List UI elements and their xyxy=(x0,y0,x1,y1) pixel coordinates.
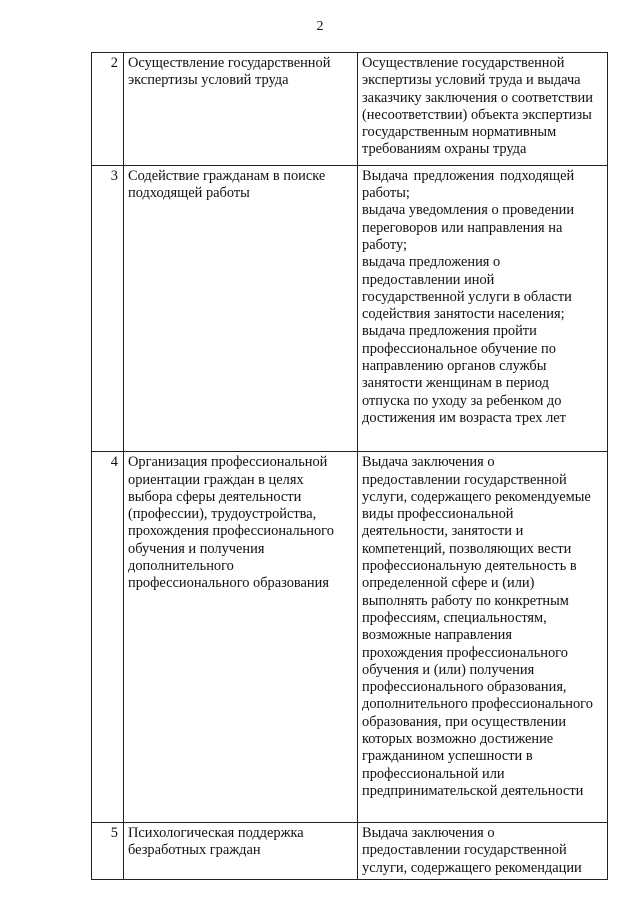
text-line: компетенций, позволяющих вести xyxy=(362,540,572,557)
text-line: профессионального образования xyxy=(128,575,329,592)
text-line: направлению органов службы xyxy=(362,358,547,375)
text-line: прохождения профессионального xyxy=(362,644,568,661)
text-line: (несоответствии) объекта экспертизы xyxy=(362,106,592,123)
service-result-cell xyxy=(358,823,608,880)
text-line: выполнять работу по конкретным xyxy=(362,592,569,609)
text-line: безработных граждан xyxy=(128,842,261,859)
text-line: профессионального образования, xyxy=(362,679,567,696)
text-line: экспертизы условий труда и выдача xyxy=(362,72,581,89)
table-row xyxy=(92,53,608,166)
table-row xyxy=(92,823,608,880)
text-line: отпуска по уходу за ребенком до xyxy=(362,392,562,409)
text-line: дополнительного xyxy=(128,558,234,575)
page-number: 2 xyxy=(316,19,324,34)
text-line: Осуществление государственной xyxy=(362,55,565,71)
text-line: заказчику заключения о соответствии xyxy=(362,89,593,106)
text-line: Выдача предложения подходящей xyxy=(362,167,575,184)
row-number: 5 xyxy=(92,823,124,880)
text-line: определенной сфере и (или) xyxy=(362,575,535,592)
text-line: содействия занятости населения; xyxy=(362,306,565,323)
text-line: Психологическая поддержка xyxy=(128,825,304,842)
text-line: государственным нормативным xyxy=(362,124,557,141)
text-line: профессиональной или xyxy=(362,765,505,782)
text-line: возможные направления xyxy=(362,627,512,644)
text-line: Содействие гражданам в поиске xyxy=(128,167,326,184)
text-line: выдача уведомления о проведении xyxy=(362,202,575,219)
text-line: виды профессиональной xyxy=(362,506,514,523)
text-line: подходящей работы xyxy=(128,185,250,202)
service-name-cell xyxy=(124,165,358,451)
service-result-cell xyxy=(358,165,608,451)
text-line: прохождения профессионального xyxy=(128,523,334,540)
text-line: деятельности, занятости и xyxy=(362,523,524,540)
text-line: гражданином успешности в xyxy=(362,748,533,765)
text-line: профессиональное обучение по xyxy=(362,340,556,357)
text-line: государственной услуги в области xyxy=(362,288,572,305)
text-line: Выдача заключения о xyxy=(362,825,495,842)
row-number: 3 xyxy=(92,165,124,451)
text-line: достижения им возраста трех лет xyxy=(362,409,566,426)
service-name-cell xyxy=(124,823,358,880)
row-number: 2 xyxy=(92,53,124,166)
text-line: работы; xyxy=(362,185,410,202)
service-name-cell xyxy=(124,53,358,166)
text-line: экспертизы условий труда xyxy=(128,72,289,89)
text-line: обучения и получения xyxy=(128,540,265,557)
text-line: выдача предложения о xyxy=(362,254,501,271)
text-line: предпринимательской деятельности xyxy=(362,782,584,799)
text-line: ориентации граждан в целях xyxy=(128,471,304,488)
service-name-cell xyxy=(124,452,358,823)
service-result-cell xyxy=(358,452,608,823)
text-line: предоставлении иной xyxy=(362,271,495,288)
text-line: профессиональную деятельность в xyxy=(362,558,577,575)
text-line: обучения и (или) получения xyxy=(362,661,535,678)
text-line: переговоров или направления на xyxy=(362,219,563,236)
text-line: профессиям, специальностям, xyxy=(362,609,547,626)
text-line: Организация профессиональной xyxy=(128,454,328,471)
text-line: Осуществление государственной xyxy=(128,55,331,71)
text-line: занятости женщинам в период xyxy=(362,375,549,392)
row-number: 4 xyxy=(92,452,124,823)
table-row xyxy=(92,165,608,451)
text-line: Выдача заключения о xyxy=(362,454,495,471)
text-line: образования, при осуществлении xyxy=(362,713,567,730)
services-table xyxy=(91,52,608,880)
text-line: дополнительного профессионального xyxy=(362,696,593,713)
text-line: услуги, содержащего рекомендации xyxy=(362,859,582,876)
text-line: услуги, содержащего рекомендуемые xyxy=(362,488,591,505)
text-line: требованиям охраны труда xyxy=(362,141,527,158)
text-line: выдача предложения пройти xyxy=(362,323,537,340)
text-line: работу; xyxy=(362,236,408,253)
text-line: которых возможно достижение xyxy=(362,730,554,747)
text-line: выбора сферы деятельности xyxy=(128,488,302,505)
table-row xyxy=(92,452,608,823)
service-result-cell xyxy=(358,53,608,166)
text-line: предоставлении государственной xyxy=(362,842,567,859)
text-line: предоставлении государственной xyxy=(362,471,567,488)
text-line: (профессии), трудоустройства, xyxy=(128,506,317,523)
